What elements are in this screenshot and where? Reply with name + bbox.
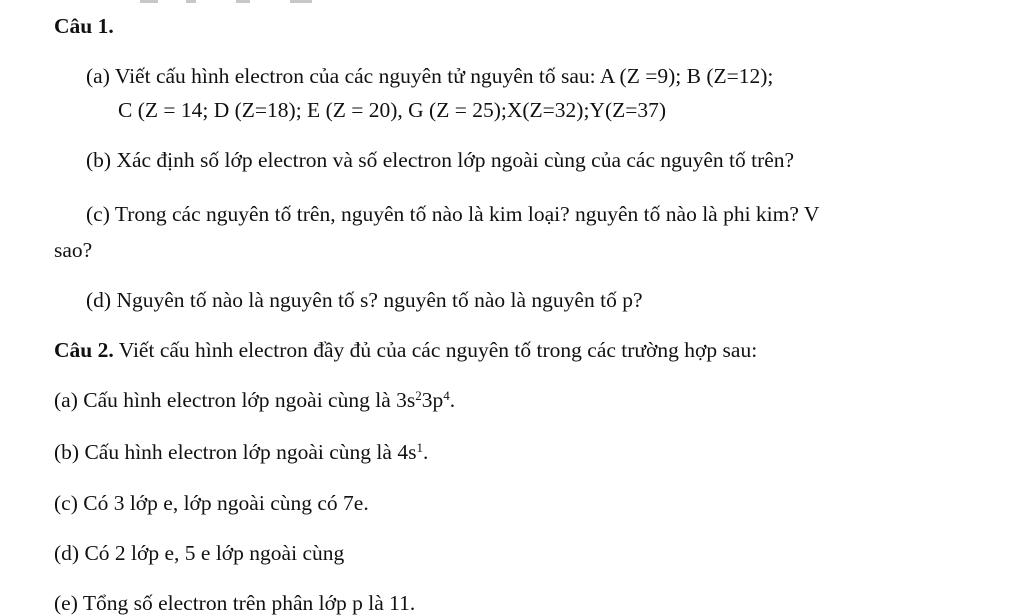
q2-part-a-text: (a) Cấu hình electron lớp ngoài cùng là 3s: [54, 388, 416, 412]
q2-part-d: (d) Có 2 lớp e, 5 e lớp ngoài cùng: [54, 541, 345, 565]
q2-part-a-superscript-2: 4: [443, 388, 450, 403]
q1-part-c-line-2: sao?: [54, 238, 93, 262]
q2-part-a: [54, 387, 455, 413]
q2-part-e: (e) Tổng số electron trên phân lớp p là 11.: [54, 591, 416, 615]
question-2-title: Câu 2.: [54, 338, 114, 362]
q2-part-a-superscript-1: 2: [415, 388, 422, 403]
q1-part-b: (b) Xác định số lớp electron và số electron lớp ngoài cùng của các nguyên tố trên?: [86, 148, 795, 172]
q2-part-b-period: .: [422, 440, 429, 464]
question-1-title: Câu 1.: [54, 14, 114, 38]
q2-part-b: [54, 439, 428, 465]
q1-part-c-line-1: (c) Trong các nguyên tố trên, nguyên tố nào là kim loại? nguyên tố nào là phi kim? V: [86, 202, 820, 226]
question-2-intro: Viết cấu hình electron đầy đủ của các nguyên tố trong các trường hợp sau:: [113, 338, 758, 362]
q1-part-a-line-2: C (Z = 14; D (Z=18); E (Z = 20), G (Z = 25);X(Z=32);Y(Z=37): [118, 98, 667, 122]
q2-part-a-orbital: 3p: [421, 388, 444, 412]
q2-part-a-period: .: [449, 388, 456, 412]
question-2-heading: [54, 337, 757, 363]
q2-part-c: (c) Có 3 lớp e, lớp ngoài cùng có 7e.: [54, 491, 369, 515]
q1-part-d: (d) Nguyên tố nào là nguyên tố s? nguyên tố nào là nguyên tố p?: [86, 288, 643, 312]
cropped-text-fragment: [140, 0, 340, 4]
q2-part-b-superscript: 1: [416, 440, 423, 455]
q1-part-a-line-1: (a) Viết cấu hình electron của các nguyên tử nguyên tố sau: A (Z =9); B (Z=12);: [86, 64, 774, 88]
q2-part-b-text: (b) Cấu hình electron lớp ngoài cùng là 4s: [54, 440, 417, 464]
